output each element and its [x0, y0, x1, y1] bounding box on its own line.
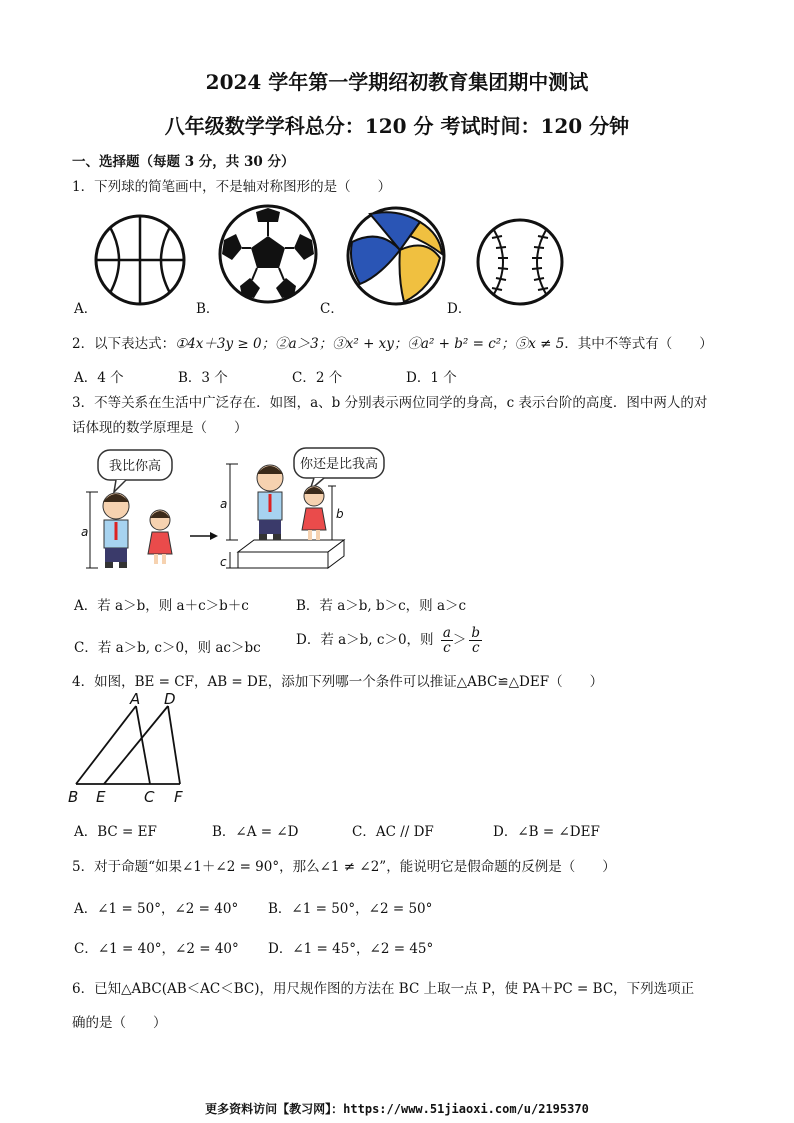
q3-height-figure — [78, 444, 379, 576]
page-title: 2024 学年第一学期绍初教育集团期中测试 — [205, 70, 589, 94]
q1-stem: 1．下列球的简笔画中，不是轴对称图形的是（ ） — [72, 179, 392, 195]
q2-expr-5: ⑤x ≠ 5 — [514, 336, 565, 352]
frac-den-c1: c — [443, 640, 451, 656]
arrow-right-icon — [190, 532, 218, 540]
q1-label-b: B． — [196, 301, 220, 317]
q2-option-b: B．3 个 — [178, 370, 228, 386]
point-f: F — [174, 788, 183, 806]
q2-expr-3: ③x² + xy； — [332, 336, 408, 352]
measure-c — [220, 552, 238, 569]
girl-figure-right — [302, 486, 326, 540]
label-a-left: a — [81, 525, 89, 539]
bubble-text-1: 我比你高 — [108, 459, 162, 474]
q5-option-a: A．∠1 = 50°，∠2 = 40° — [74, 901, 239, 917]
q2-suffix: ．其中不等式有（ ） — [564, 336, 713, 352]
footer-link[interactable]: 更多资料访问【教习网】：https://www.51jiaoxi.com/u/2195370 — [205, 1102, 589, 1116]
q3-option-a: A．若 a＞b，则 a＋c＞b＋c — [74, 598, 249, 614]
page-subtitle: 八年级数学学科总分：120 分 考试时间：120 分钟 — [164, 114, 630, 138]
q4-triangles-figure — [68, 692, 208, 808]
frac-num-b: b — [471, 625, 481, 641]
point-c: C — [144, 788, 155, 806]
step-box — [238, 540, 344, 568]
fraction-a-over-c — [441, 626, 453, 655]
q1-label-c: C． — [320, 301, 344, 317]
q2-prefix: 2．以下表达式： — [72, 336, 176, 352]
frac-den-c2: c — [471, 640, 480, 656]
baseball-icon — [478, 220, 562, 304]
speech-bubble-2 — [294, 448, 384, 490]
q4-option-a: A．BC = EF — [74, 824, 157, 840]
label-b: b — [336, 507, 344, 521]
girl-figure-left — [148, 510, 172, 564]
boy-figure-left — [103, 493, 129, 568]
q2-expr-1: ①4x＋3y ≥ 0； — [175, 336, 276, 352]
section-heading: 一、选择题（每题 3 分，共 30 分） — [72, 154, 295, 170]
q2-option-a: A．4 个 — [74, 370, 124, 386]
q3-option-d-prefix: D．若 a＞b, c＞0，则 — [296, 632, 434, 648]
q6-stem-line1: 6．已知△ABC(AB＜AC＜BC)，用尺规作图的方法在 BC 上取一点 P，使 PA＋PC = BC，下列选项正 — [72, 981, 695, 997]
bubble-text-2: 你还是比我高 — [299, 457, 379, 472]
q5-stem: 5．对于命题“如果∠1＋∠2 = 90°，那么∠1 ≠ ∠2”，能说明它是假命题的反例是（ ） — [72, 859, 616, 875]
triangle-def — [104, 706, 180, 784]
q2-option-d: D．1 个 — [406, 370, 457, 386]
measure-a-left — [81, 492, 98, 568]
q3-stem-line2: 话体现的数学原理是（ ） — [72, 420, 248, 436]
point-d: D — [164, 690, 176, 708]
basketball-icon — [96, 216, 184, 304]
q4-option-c: C．AC // DF — [352, 824, 434, 840]
boy-figure-right — [257, 465, 283, 540]
speech-bubble-1 — [98, 450, 172, 492]
point-a: A — [130, 690, 141, 708]
q2-stem — [72, 332, 713, 352]
q5-option-c: C．∠1 = 40°，∠2 = 40° — [74, 941, 239, 957]
q4-option-d: D．∠B = ∠DEF — [493, 824, 600, 840]
point-b: B — [68, 788, 79, 806]
q2-option-c: C．2 个 — [292, 370, 343, 386]
q3-option-c: C．若 a＞b, c＞0，则 ac＞bc — [74, 640, 261, 656]
q6-stem-line2: 确的是（ ） — [72, 1015, 167, 1031]
q4-stem: 4．如图，BE = CF，AB = DE，添加下列哪一个条件可以推证△ABC≌△DEF（ ） — [72, 674, 604, 690]
q1-label-d: D． — [447, 301, 472, 317]
q3-option-b: B．若 a＞b, b＞c，则 a＞c — [296, 598, 467, 614]
soccer-ball-icon — [220, 206, 316, 302]
q3-option-d-gt: ＞ — [452, 632, 467, 648]
q2-expr-2: ②a＞3； — [275, 336, 333, 352]
q3-option-d — [296, 626, 482, 655]
measure-a-right — [220, 464, 238, 540]
label-a-right: a — [220, 497, 228, 511]
measure-b — [328, 486, 344, 540]
q3-stem-line1: 3．不等关系在生活中广泛存在．如图，a、b 分别表示两位同学的身高，c 表示台阶的高度．图中两人的对 — [72, 395, 708, 411]
q5-option-d: D．∠1 = 45°，∠2 = 45° — [268, 941, 434, 957]
point-e: E — [96, 788, 106, 806]
label-c: c — [220, 555, 227, 569]
fraction-b-over-c — [469, 626, 482, 655]
q4-option-b: B．∠A = ∠D — [212, 824, 299, 840]
q5-option-b: B．∠1 = 50°，∠2 = 50° — [268, 901, 433, 917]
frac-num-a: a — [442, 625, 451, 641]
q1-label-a: A． — [74, 301, 98, 317]
q2-expr-4: ④a² + b² = c²； — [407, 336, 515, 352]
volleyball-icon — [348, 208, 444, 304]
